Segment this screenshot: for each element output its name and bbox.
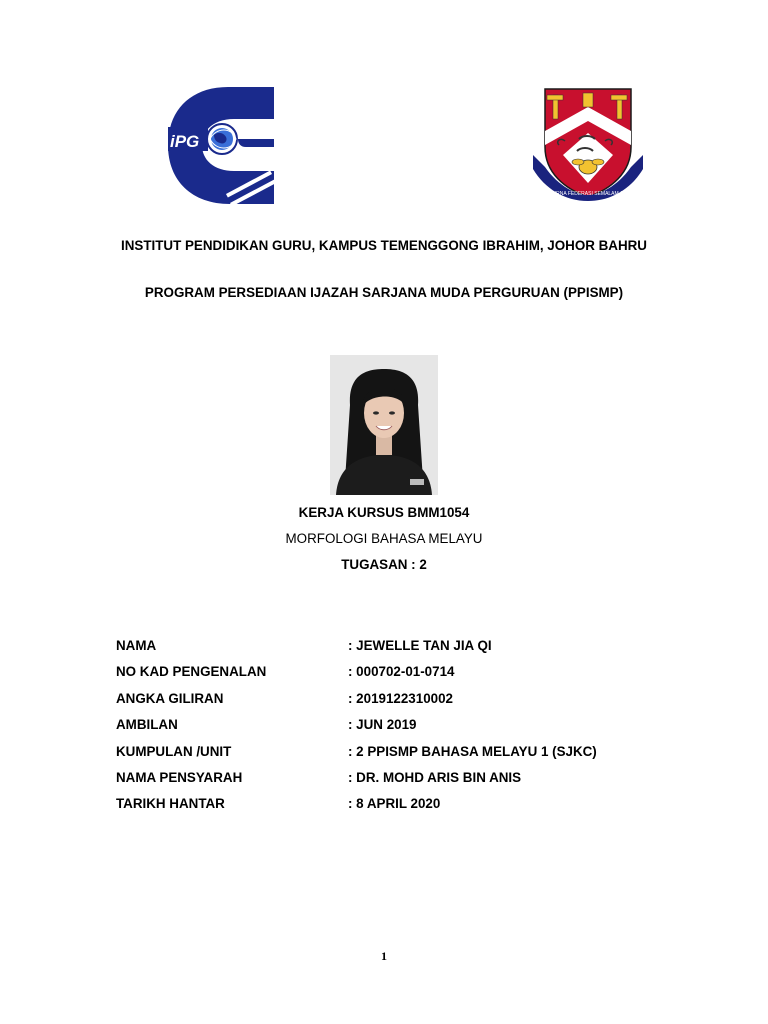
detail-value: : JUN 2019: [348, 717, 417, 733]
ipg-logo-text: iPG: [170, 132, 200, 151]
detail-label: KUMPULAN /UNIT: [116, 743, 232, 759]
detail-value: : 2019122310002: [348, 690, 453, 706]
detail-row-intake: [116, 717, 676, 743]
detail-row-group: [116, 744, 676, 770]
crest-motto: SEMPURNA FEDERASI SEMALAM GERAS: [538, 191, 638, 197]
detail-row-name: [116, 638, 676, 664]
course-title: MORFOLOGI BAHASA MELAYU: [285, 531, 483, 546]
course-code: KERJA KURSUS BMM1054: [298, 505, 470, 520]
institute-name: INSTITUT PENDIDIKAN GURU, KAMPUS TEMENGGONG IBRAHIM, JOHOR BAHRU: [121, 238, 647, 253]
student-details: [116, 638, 676, 823]
detail-row-index-number: [116, 691, 676, 717]
detail-value: : JEWELLE TAN JIA QI: [348, 638, 492, 653]
detail-label: NAMA: [116, 638, 157, 653]
student-photo: [330, 355, 438, 495]
university-crest: [531, 87, 645, 201]
detail-label: TARIKH HANTAR: [116, 796, 225, 812]
detail-row-submission-date: [116, 796, 676, 822]
detail-label: ANGKA GILIRAN: [116, 690, 224, 706]
program-name: PROGRAM PERSEDIAAN IJAZAH SARJANA MUDA PERGURUAN (PPISMP): [144, 285, 624, 300]
detail-value: : DR. MOHD ARIS BIN ANIS: [348, 769, 522, 785]
ipg-logo: [168, 87, 274, 204]
detail-row-ic-number: [116, 664, 676, 690]
detail-row-lecturer: [116, 770, 676, 796]
detail-value: : 8 APRIL 2020: [348, 796, 441, 812]
detail-value: : 2 PPISMP BAHASA MELAYU 1 (SJKC): [348, 743, 597, 759]
detail-label: AMBILAN: [116, 717, 178, 733]
detail-label: NO KAD PENGENALAN: [116, 664, 267, 680]
assignment-number: TUGASAN : 2: [341, 557, 427, 572]
detail-value: : 000702-01-0714: [348, 664, 455, 680]
detail-label: NAMA PENSYARAH: [116, 769, 243, 785]
page-number: 1: [381, 949, 387, 963]
